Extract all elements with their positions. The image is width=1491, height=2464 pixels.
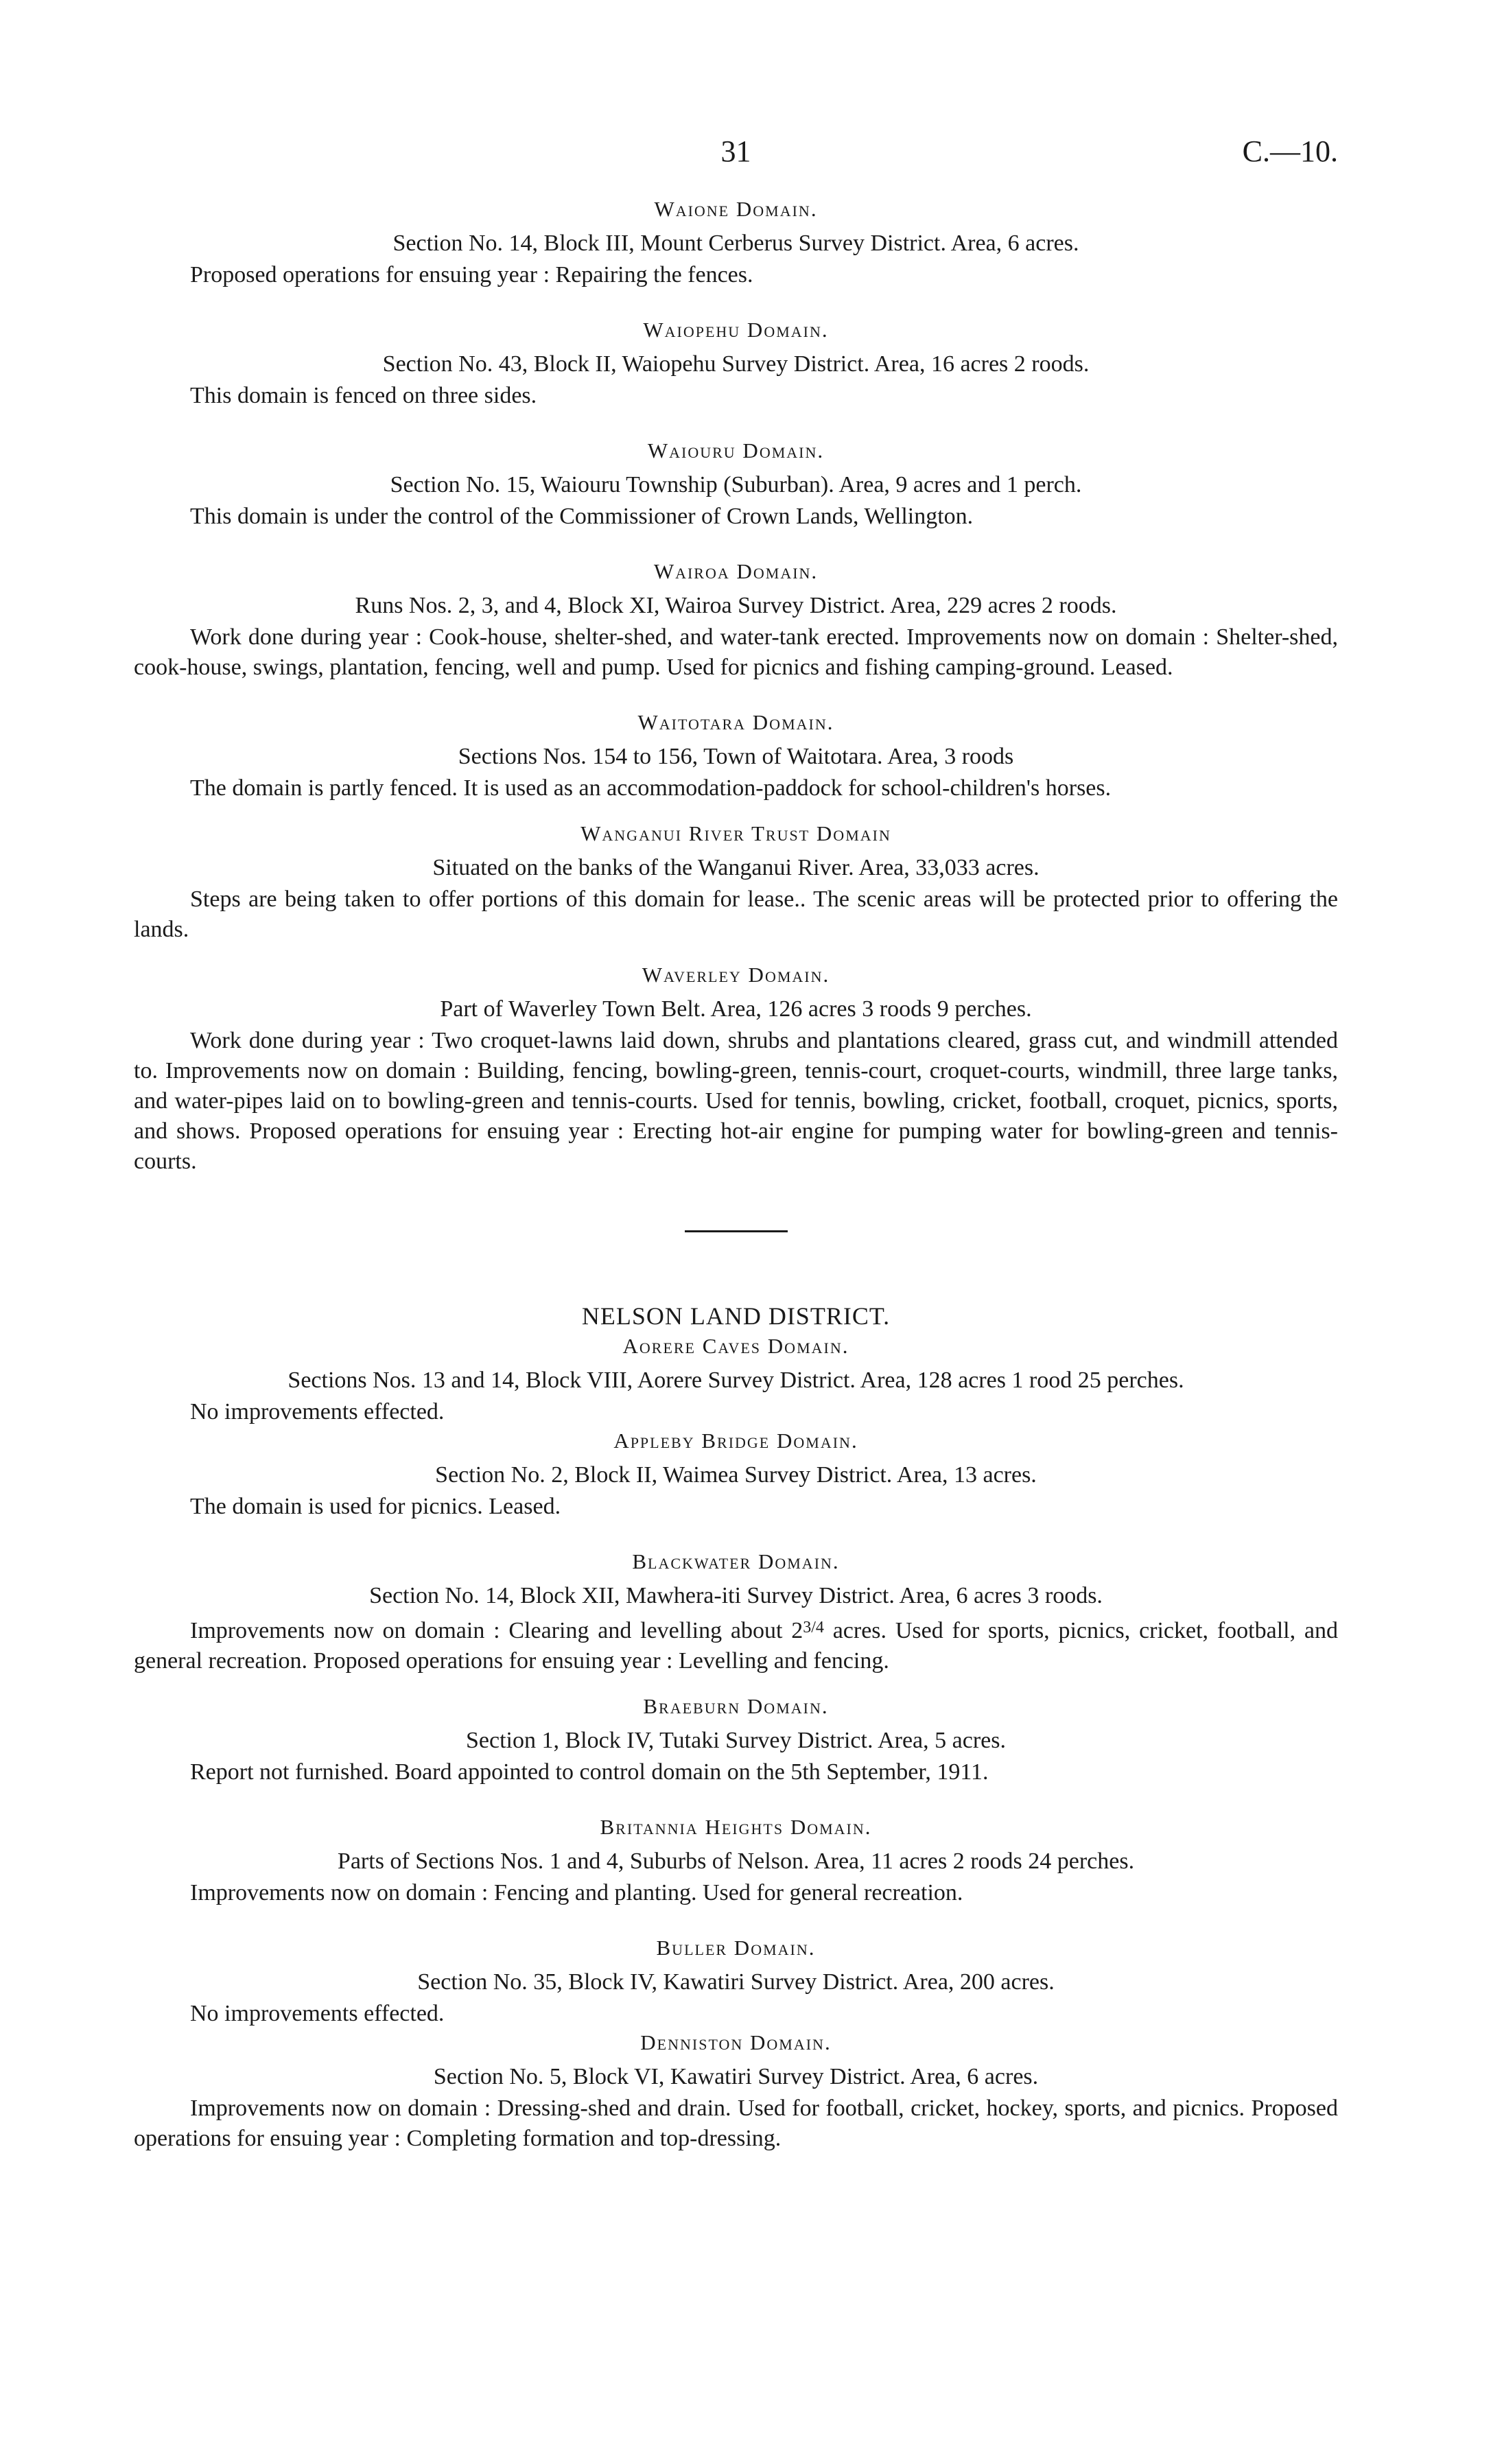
document-reference: C.—10. — [1242, 134, 1338, 168]
fraction: 3/4 — [803, 1619, 824, 1636]
domain-entry — [134, 1548, 1338, 1676]
domain-entry — [134, 1693, 1338, 1787]
domain-location: Parts of Sections Nos. 1 and 4, Suburbs of Nelson. Area, 11 acres 2 roods 24 perches. — [337, 1849, 1135, 1874]
domain-heading: Buller Domain. — [656, 1936, 816, 1960]
domain-heading: Wanganui River Trust Domain — [580, 821, 891, 845]
domain-description — [134, 1612, 1338, 1676]
domain-location: Section No. 5, Block VI, Kawatiri Survey District. Area, 6 acres. — [433, 2064, 1039, 2089]
domain-description: This domain is under the control of the Commissioner of Crown Lands, Wellington. — [190, 504, 974, 529]
description-text: Improvements now on domain : Clearing and levelling about 2 — [190, 1618, 803, 1643]
page-number: 31 — [720, 134, 751, 168]
domain-description: Improvements now on domain : Dressing-shed and drain. Used for football, cricket, hockey, sports, and picnics. Proposed operations for ensuing year : Completing formation and top-dressing. — [134, 2096, 1338, 2151]
domain-location: Section No. 35, Block IV, Kawatiri Survey District. Area, 200 acres. — [417, 1969, 1055, 1995]
domain-description: Improvements now on domain : Fencing and planting. Used for general recreation. — [190, 1880, 963, 1905]
domain-location: Section No. 14, Block XII, Mawhera-iti Survey District. Area, 6 acres 3 roods. — [369, 1583, 1103, 1608]
domain-description: The domain is partly fenced. It is used as an accommodation-paddock for school-children's horses. — [190, 775, 1112, 801]
domain-heading: Waione Domain. — [654, 197, 818, 221]
domain-location: Sections Nos. 154 to 156, Town of Waitotara. Area, 3 roods — [458, 744, 1014, 769]
domain-entry — [134, 316, 1338, 411]
domain-description: This domain is fenced on three sides. — [190, 383, 537, 408]
page-header — [134, 134, 1338, 175]
domain-entry — [134, 558, 1338, 683]
domain-heading: Waiopehu Domain. — [643, 318, 829, 342]
domain-heading: Denniston Domain. — [640, 2030, 832, 2054]
domain-location: Situated on the banks of the Wanganui River. Area, 33,033 acres. — [432, 855, 1040, 880]
domain-heading: Aorere Caves Domain. — [622, 1334, 849, 1358]
page-content — [134, 196, 1338, 2154]
domain-location: Runs Nos. 2, 3, and 4, Block XI, Wairoa Survey District. Area, 229 acres 2 roods. — [355, 593, 1117, 618]
domain-heading: Wairoa Domain. — [653, 559, 819, 583]
domain-location: Sections Nos. 13 and 14, Block VIII, Aorere Survey District. Area, 128 acres 1 rood 25 perches. — [287, 1368, 1184, 1393]
domain-location: Part of Waverley Town Belt. Area, 126 acres 3 roods 9 perches. — [440, 996, 1032, 1022]
domain-entry — [134, 2029, 1338, 2154]
domain-entry — [134, 820, 1338, 945]
domain-location: Section No. 14, Block III, Mount Cerberus Survey District. Area, 6 acres. — [392, 231, 1079, 256]
domain-entry — [134, 1333, 1338, 1427]
domain-entry — [134, 709, 1338, 803]
description-text: acres. Used for sports, picnics, cricket, football, and general recreation. Proposed operations for ensuing year : Levelling and fencing. — [134, 1618, 1338, 1674]
domain-heading: Waiouru Domain. — [647, 438, 825, 462]
domain-heading: Britannia Heights Domain. — [600, 1815, 872, 1839]
domain-entry — [134, 196, 1338, 290]
domain-location: Section No. 2, Block II, Waimea Survey District. Area, 13 acres. — [435, 1462, 1037, 1488]
domain-heading: Appleby Bridge Domain. — [613, 1429, 858, 1453]
domain-description: Proposed operations for ensuing year : Repairing the fences. — [190, 262, 753, 288]
domain-description: The domain is used for picnics. Leased. — [190, 1494, 561, 1519]
domain-location: Section 1, Block IV, Tutaki Survey District. Area, 5 acres. — [466, 1728, 1006, 1753]
domain-heading: Blackwater Domain. — [632, 1549, 840, 1573]
domain-heading: Waverley Domain. — [642, 963, 830, 987]
domain-entry — [134, 1814, 1338, 1908]
domain-description: Work done during year : Cook-house, shelter-shed, and water-tank erected. Improvements now on domain : Shelter-shed, cook-house, swings, plantation, fencing, well and pump. Used for picnics and fishing camping-ground. Leased. — [134, 624, 1338, 680]
domain-description: Report not furnished. Board appointed to control domain on the 5th September, 1911. — [190, 1759, 989, 1785]
domain-description: Steps are being taken to offer portions of this domain for lease.. The scenic areas will be protected prior to offering the lands. — [134, 887, 1338, 942]
domain-description: No improvements effected. — [190, 1399, 445, 1424]
section-divider — [685, 1230, 788, 1232]
domain-description: Work done during year : Two croquet-lawns laid down, shrubs and plantations cleared, grass cut, and windmill attended to. Improvements now on domain : Building, fencing, bowling-green, tennis-court, croquet-courts, windmill, three large tanks, and water-pipes laid on to bowling-green and tennis-courts. Used for tennis, bowling, cricket, football, croquet, picnics, sports, and shows. Proposed operations for ensuing year : Erecting hot-air engine for pumping water for bowling-green and tennis-courts. — [134, 1028, 1338, 1174]
domain-description: No improvements effected. — [190, 2001, 445, 2026]
domain-entry — [134, 1934, 1338, 2029]
domain-heading: Braeburn Domain. — [643, 1694, 829, 1718]
domain-location: Section No. 43, Block II, Waiopehu Survey District. Area, 16 acres 2 roods. — [382, 351, 1090, 377]
domain-entry — [134, 961, 1338, 1177]
domain-entry — [134, 437, 1338, 532]
domain-location: Section No. 15, Waiouru Township (Suburban). Area, 9 acres and 1 perch. — [390, 472, 1082, 497]
domain-entry — [134, 1427, 1338, 1522]
domain-heading: Waitotara Domain. — [637, 710, 834, 734]
district-title: NELSON LAND DISTRICT. — [581, 1302, 891, 1330]
